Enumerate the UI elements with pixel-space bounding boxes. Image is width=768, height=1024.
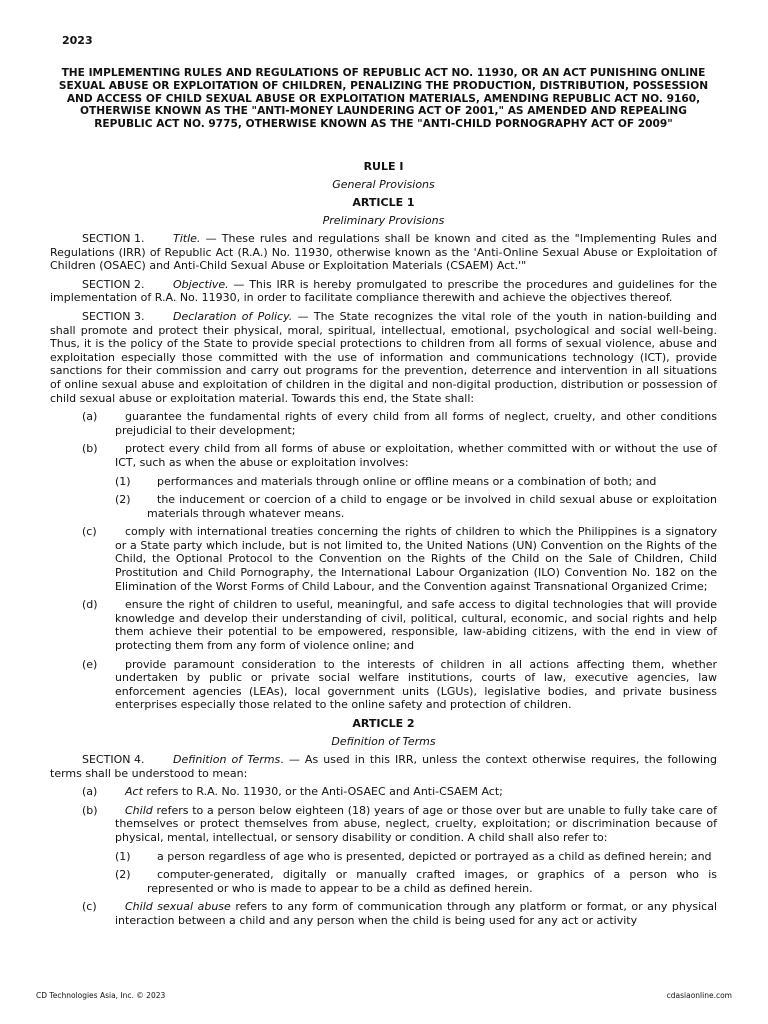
- defined-term: Child sexual abuse: [125, 900, 231, 914]
- section-label: SECTION 3.: [82, 309, 145, 323]
- list-item: [50, 598, 717, 652]
- item-text: computer-generated, digitally or manually crafted images, or graphics of a person who is represented or who is made to appear to be a child as defined herein.: [147, 868, 717, 895]
- document-title: THE IMPLEMENTING RULES AND REGULATIONS OF REPUBLIC ACT NO. 11930, OR AN ACT PUNISHING ONLINE SEXUAL ABUSE OR EXPLOITATION OF CHILDREN, PENALIZING THE PRODUCTION, DISTRIBUTION, POSSESSION AND ACCESS OF CHILD SEXUAL ABUSE OR EXPLOITATION MATERIALS, AMENDING REPUBLIC ACT NO. 9160, OTHERWISE KNOWN AS THE "ANTI-MONEY LAUNDERING ACT OF 2001," AS AMENDED AND REPEALING REPUBLIC ACT NO. 9775, OTHERWISE KNOWN AS THE "ANTI-CHILD PORNOGRAPHY ACT OF 2009": [58, 67, 709, 131]
- defined-term: Child: [125, 803, 153, 817]
- item-marker: (a): [82, 785, 98, 799]
- item-text: refers to any form of communication through any platform or format, or any physical interaction between a child and any person when the child is being used for any act or activity: [115, 900, 717, 927]
- article-subheading: Preliminary Provisions: [322, 214, 445, 227]
- list-item: [50, 410, 717, 437]
- article-subheading: Definition of Terms: [331, 735, 436, 748]
- section-title: Title.: [173, 232, 201, 245]
- article-heading: ARTICLE 2: [352, 717, 415, 730]
- item-marker: (b): [82, 442, 98, 456]
- item-marker: (1): [115, 474, 131, 488]
- section-label: SECTION 1.: [82, 232, 145, 245]
- section-title: Definition of Terms: [173, 753, 281, 766]
- rule-heading: RULE I: [363, 160, 404, 173]
- list-item: [50, 658, 717, 712]
- item-marker: (e): [82, 657, 98, 671]
- sub-list-item: [50, 850, 717, 864]
- item-marker: (c): [82, 525, 97, 539]
- list-item: [50, 442, 717, 469]
- section-label: SECTION 4.: [82, 753, 145, 766]
- item-marker: (2): [115, 868, 131, 882]
- rule-subheading: General Provisions: [332, 178, 435, 191]
- section-body: — These rules and regulations shall be known and cited as the "Implementing Rules and Regulations (IRR) of Republic Act (R.A.) No. 11930, otherwise known as the 'Anti-Online Sexual Abuse or Exploitation of Children (OSAEC) and Anti-Child Sexual Abuse or Exploitation Materials (CSAEM) Act.'": [50, 232, 717, 273]
- item-marker: (2): [115, 493, 131, 507]
- definition-item: [50, 804, 717, 845]
- section-3: [50, 310, 717, 405]
- item-text: comply with international treaties concerning the rights of children to which the Philippines is a signatory or a State party which include, but is not limited to, the United Nations (UN) Convention on the Rights of the Child, the Optional Protocol to the Convention on the Rights of the Child on the Sale of Children, Child Prostitution and Child Pornography, the International Labour Organization (ILO) Convention No. 182 on the Elimination of the Worst Forms of Child Labour, and the Convention against Transnational Organized Crime;: [115, 525, 717, 593]
- item-marker: (c): [82, 900, 97, 914]
- footer-site-link[interactable]: cdasiaonline.com: [666, 991, 732, 1000]
- sub-list-item: [50, 493, 717, 520]
- section-2: [50, 278, 717, 305]
- item-marker: (b): [82, 803, 98, 817]
- section-body: — The State recognizes the vital role of the youth in nation-building and shall promote and protect their physical, moral, spiritual, intellectual, emotional, psychological and social well-being. Thus, it is the policy of the State to provide special protections to children from all forms of sexual violence, abuse and exploitation especially those committed with the use of information and communications technology (ICT), provide sanctions for their commission and carry out programs for the prevention, deterrence and intervention in all situations of online sexual abuse and exploitation of children in the digital and non-digital production, distribution or possession of child sexual abuse or exploitation material. Towards this end, the State shall:: [50, 309, 717, 405]
- document-body: [50, 160, 717, 933]
- sub-list-item: [50, 475, 717, 489]
- definition-item: [50, 785, 717, 799]
- item-marker: (d): [82, 598, 98, 612]
- section-title: Objective.: [173, 277, 229, 291]
- item-text: refers to a person below eighteen (18) years of age or those over but are unable to fully take care of themselves or protect themselves from abuse, neglect, cruelty, exploitation; or discrimination because of physical, mental, intellectual, or sensory disability or condition. A child shall also refer to:: [115, 803, 717, 844]
- item-text: guarantee the fundamental rights of every child from all forms of neglect, cruelty, and other conditions prejudicial to their development;: [115, 410, 717, 437]
- item-text: ensure the right of children to useful, meaningful, and safe access to digital technologies that will provide knowledge and develop their understanding of civil, political, cultural, economic, and social rights and help them achieve their potential to be empowered, responsible, law-abiding citizens, with the end in view of protecting them from any form of violence online; and: [115, 598, 717, 653]
- section-4: [50, 753, 717, 780]
- defined-term: Act: [125, 785, 143, 799]
- item-text: refers to R.A. No. 11930, or the Anti-OSAEC and Anti-CSAEM Act;: [142, 785, 503, 799]
- section-title: Declaration of Policy.: [173, 309, 293, 323]
- item-marker: (1): [115, 849, 131, 863]
- section-body: — This IRR is hereby promulgated to prescribe the procedures and guidelines for the implementation of R.A. No. 11930, in order to facilitate compliance therewith and achieve the objectives thereof.: [50, 277, 717, 305]
- footer-copyright: CD Technologies Asia, Inc. © 2023: [36, 991, 166, 1000]
- document-year: 2023: [62, 34, 93, 47]
- article-heading: ARTICLE 1: [352, 196, 415, 209]
- sub-list-item: [50, 868, 717, 895]
- item-text: performances and materials through online or offline means or a combination of both; and: [157, 474, 657, 488]
- section-body: . — As used in this IRR, unless the context otherwise requires, the following terms shall be understood to mean:: [50, 753, 717, 780]
- section-1: [50, 232, 717, 273]
- item-text: protect every child from all forms of abuse or exploitation, whether committed with or without the use of ICT, such as when the abuse or exploitation involves:: [115, 442, 717, 469]
- item-text: the inducement or coercion of a child to engage or be involved in child sexual abuse or exploitation materials through whatever means.: [147, 493, 717, 520]
- definition-item: [50, 900, 717, 927]
- item-marker: (a): [82, 410, 98, 424]
- item-text: a person regardless of age who is presented, depicted or portrayed as a child as defined herein; and: [157, 849, 712, 863]
- section-label: SECTION 2.: [82, 277, 145, 291]
- list-item: [50, 525, 717, 593]
- item-text: provide paramount consideration to the interests of children in all actions affecting them, whether undertaken by public or private social welfare institutions, courts of law, executive agencies, law enforcement agencies (LEAs), local government units (LGUs), legislative bodies, and private business enterprises especially those related to the online safety and protection of children.: [115, 657, 717, 712]
